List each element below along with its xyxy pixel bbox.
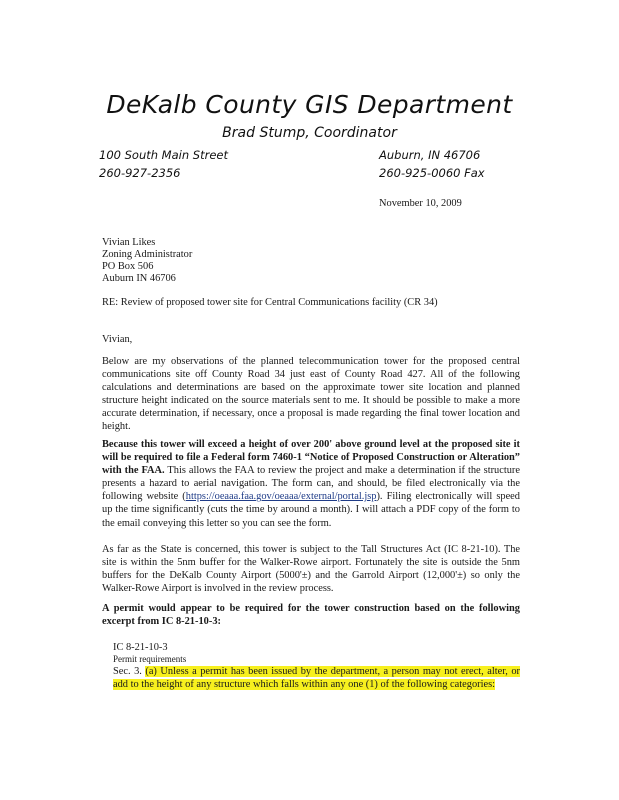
letterhead-street: 100 South Main Street: [99, 148, 228, 162]
salutation: Vivian,: [102, 334, 133, 345]
faa-requirement-bold: Because this tower will exceed a height of over 200' above ground level at the proposed site it will be required to file a Federal form 7460-1 “Notice of Proposed Construction or Alteration” with the FAA.: [102, 439, 520, 477]
letter-date: November 10, 2009: [379, 198, 462, 209]
faa-text-b: ). Filing electronically will speed up the time significantly (cuts the time by around a month). I will attach a PDF copy of the form to the email conveying this letter so you can see the form.: [102, 491, 520, 529]
paragraph-faa: [102, 438, 520, 530]
excerpt-highlighted-text: (a) Unless a permit has been issued by the department, a person may not erect, alter, or add to the height of any structure which falls within any one (1) of the following categories:: [113, 666, 520, 691]
paragraph-state-text: As far as the State is concerned, this tower is subject to the Tall Structures Act (IC 8-21-10). The site is within the 5nm buffer for the Walker-Rowe airport. Fortunately the site is outside the 5nm buffers for the DeKalb County Airport (5000'±) and the Garrold Airport (12,000'±) so only the Walker-Rowe Airport is involved in the review process.: [102, 544, 520, 595]
excerpt-sec-prefix: Sec. 3.: [113, 666, 146, 677]
excerpt-code: IC 8-21-10-3: [113, 642, 168, 653]
letterhead-subtitle: Brad Stump, Coordinator: [222, 125, 397, 141]
faa-text-a: This allows the FAA to review the project and make a determination if the structure presents a hazard to aerial navigation. The form can, and should, be filed electronically via the following website (: [102, 465, 520, 503]
letterhead-fax: 260-925-0060 Fax: [379, 166, 485, 180]
recipient-box: PO Box 506: [102, 261, 154, 272]
re-line: RE: Review of proposed tower site for Central Communications facility (CR 34): [102, 297, 438, 308]
recipient-title: Zoning Administrator: [102, 249, 193, 260]
paragraph-state: [102, 543, 520, 595]
faa-portal-link[interactable]: https://oeaaa.faa.gov/oeaaa/external/portal.jsp: [185, 491, 377, 503]
letterhead-phone: 260-927-2356: [99, 166, 181, 180]
excerpt-section: [113, 665, 520, 691]
letterhead-city: Auburn, IN 46706: [379, 148, 481, 162]
recipient-city: Auburn IN 46706: [102, 273, 176, 284]
excerpt-heading: Permit requirements: [113, 654, 187, 664]
paragraph-observations-text: Below are my observations of the planned telecommunication tower for the proposed central communications site off County Road 34 just east of County Road 427. All of the following calculations and determinations are based on the approximate tower site location and planned structure height indicated on the source materials sent to me. It should be possible to make a more accurate determination, if necessary, once a proposal is made regarding the final tower location and height.: [102, 356, 520, 433]
paragraph-observations: [102, 355, 520, 434]
recipient-name: Vivian Likes: [102, 237, 156, 248]
paragraph-permit: [102, 602, 520, 628]
letterhead-title: DeKalb County GIS Department: [106, 90, 513, 119]
paragraph-permit-text: A permit would appear to be required for the tower construction based on the following excerpt from IC 8-21-10-3:: [102, 603, 520, 628]
